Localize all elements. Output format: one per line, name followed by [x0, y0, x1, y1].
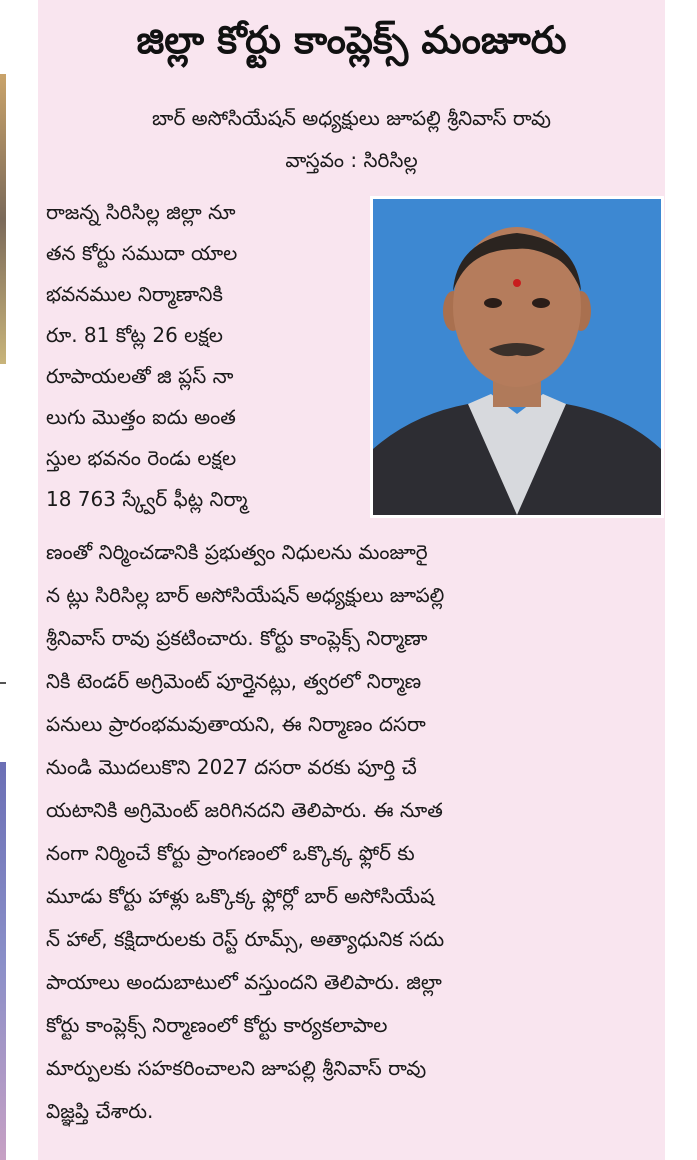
body-line: యటానికి అగ్రిమెంట్ జరిగినదని తెలిపారు. ఈ నూత — [46, 798, 443, 822]
article-dateline: వాస్తవం : సిరిసిల్ల — [285, 148, 418, 172]
body-line: ణంతో నిర్మించడానికి ప్రభుత్వం నిధులను మంజూరై — [46, 540, 428, 564]
portrait-illustration — [373, 199, 661, 515]
left-margin-strip — [0, 0, 38, 1160]
body-line: రూపాయలతో జి ప్లస్ నా — [46, 364, 234, 388]
adjacent-clipping-edge-bottom — [0, 762, 6, 1160]
body-line: నుండి మొదలుకొని 2027 దసరా వరకు పూర్తి చే — [46, 755, 417, 779]
body-line: 18 763 స్క్వేర్ ఫీట్ల నిర్మా — [46, 487, 248, 511]
right-margin-strip — [665, 0, 697, 1160]
body-line: స్తుల భవనం రెండు లక్షల — [46, 446, 237, 470]
body-line: లుగు మొత్తం ఐదు అంత — [46, 405, 236, 429]
article-headline: జిల్లా కోర్టు కాంప్లెక్స్ మంజూరు — [136, 18, 567, 62]
body-line: నంగా నిర్మించే కోర్టు ప్రాంగణంలో ఒక్కొక్క ఫ్లోర్ కు — [46, 841, 415, 865]
adjacent-clipping-edge-top — [0, 74, 6, 364]
news-clipping — [38, 0, 665, 1160]
body-line: తన కోర్టు సముదా యాల — [46, 241, 238, 265]
body-line: మార్పులకు సహకరించాలని జూపల్లి శ్రీనివాస్ రావు — [46, 1056, 427, 1080]
body-line: రాజన్న సిరిసిల్ల జిల్లా నూ — [46, 200, 236, 224]
body-line: కోర్టు కాంప్లెక్స్ నిర్మాణంలో కోర్టు కార్యకలాపాల — [46, 1013, 388, 1037]
article-subheadline: బార్ అసోసియేషన్ అధ్యక్షులు జూపల్లి శ్రీనివాస్ రావు — [152, 106, 551, 130]
body-line: పనులు ప్రారంభమవుతాయని, ఈ నిర్మాణం దసరా — [46, 712, 426, 736]
body-line: రూ. 81 కోట్ల 26 లక్షల — [46, 323, 223, 347]
body-line: పాయాలు అందుబాటులో వస్తుందని తెలిపారు. జిల్లా — [46, 970, 442, 994]
adjacent-clipping-edge-middle — [0, 682, 6, 684]
body-line: మూడు కోర్టు హాళ్లు ఒక్కొక్క ఫ్లోర్లో బార్ అసోసియేష — [46, 884, 435, 908]
portrait-photo — [370, 196, 664, 518]
body-line: నికి టెండర్ అగ్రిమెంట్ పూర్తైనట్లు, త్వరలో నిర్మాణ — [46, 669, 422, 693]
body-line: న్ హాల్, కక్షిదారులకు రెస్ట్ రూమ్స్, అత్యాధునిక సదు — [46, 927, 445, 951]
body-line: భవనముల నిర్మాణానికి — [46, 282, 223, 306]
body-line: శ్రీనివాస్ రావు ప్రకటించారు. కోర్టు కాంప్లెక్స్ నిర్మాణా — [46, 626, 428, 650]
body-line: విజ్ఞప్తి చేశారు. — [46, 1099, 154, 1123]
body-line: న ట్లు సిరిసిల్ల బార్ అసోసియేషన్ అధ్యక్షులు జూపల్లి — [46, 583, 445, 607]
